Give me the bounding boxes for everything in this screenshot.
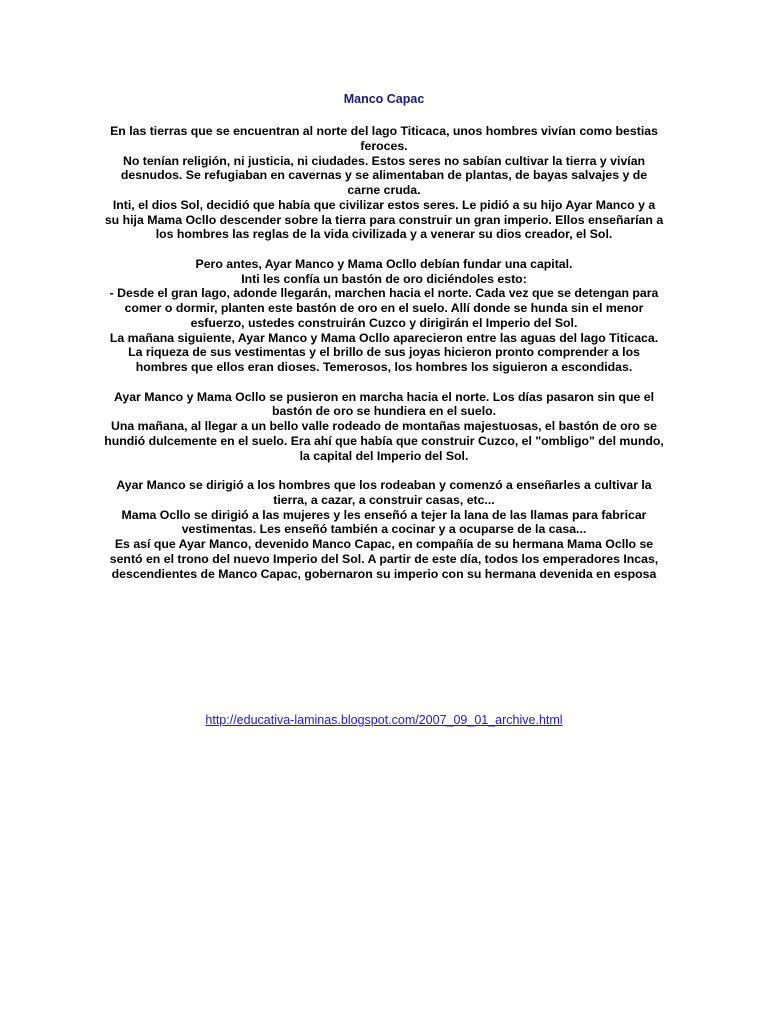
paragraph-line: Es así que Ayar Manco, devenido Manco Capac, en compañía de su hermana Mama Ocllo se sentó en el trono del nuevo Imperio del Sol. A partir de este día, todos los emperadores Incas, descendientes de Manco Capac, gobernaron su imperio con su hermana devenida en esposa (109, 537, 659, 581)
paragraph-line: La mañana siguiente, Ayar Manco y Mama Ocllo aparecieron entre las aguas del lago Titicaca. La riqueza de sus vestimentas y el brillo de sus joyas hicieron pronto comprender a los hombres que ellos eran dioses. Temerosos, los hombres los siguieron a escondidas. (109, 330, 659, 374)
paragraph-line: Pero antes, Ayar Manco y Mama Ocllo debían fundar una capital. (195, 256, 573, 271)
paragraph-3 (104, 390, 664, 464)
paragraph-line: Una mañana, al llegar a un bello valle rodeado de montañas majestuosas, el bastón de oro se hundió dulcemente en el suelo. Era ahí que había que construir Cuzco, el "ombligo" del mundo, la capital del Imperio del Sol. (104, 419, 664, 463)
paragraph-line: No tenían religión, ni justicia, ni ciudades. Estos seres no sabían cultivar la tierra y vivían desnudos. Se refugiaban en cavernas y se alimentaban de plantas, de bayas salvajes y de carne cruda. (120, 153, 648, 197)
paragraph-1 (104, 124, 664, 242)
paragraph-line: - Desde el gran lago, adonde llegarán, marchen hacia el norte. Cada vez que se detengan para comer o dormir, planten este bastón de oro en el suelo. Allí donde se hunda sin el menor esfuerzo, ustedes construirán Cuzco y dirigirán el Imperio del Sol. (109, 286, 659, 330)
paragraph-line: Inti les confía un bastón de oro diciéndoles esto: (241, 271, 527, 286)
paragraph-2 (104, 257, 664, 375)
paragraph-4 (104, 478, 664, 581)
paragraph-line: Ayar Manco se dirigió a los hombres que los rodeaban y comenzó a enseñarles a cultivar la tierra, a cazar, a construir casas, etc... (116, 478, 652, 507)
paragraph-line: Inti, el dios Sol, decidió que había que civilizar estos seres. Le pidió a su hijo Ayar Manco y a su hija Mama Ocllo descender sobre la tierra para construir un gran imperio. Ellos enseñarían a los hombres las reglas de la vida civilizada y a venerar su dios creador, el Sol. (104, 197, 664, 242)
source-link[interactable]: http://educativa-laminas.blogspot.com/2007_09_01_archive.html (205, 713, 563, 727)
paragraph-line: Ayar Manco y Mama Ocllo se pusieron en marcha hacia el norte. Los días pasaron sin que el bastón de oro se hundiera en el suelo. (113, 389, 655, 419)
page-title: Manco Capac (343, 92, 425, 106)
document-body (104, 124, 664, 596)
paragraph-line: En las tierras que se encuentran al norte del lago Titicaca, unos hombres vivían como bestias feroces. (110, 124, 658, 153)
paragraph-line: Mama Ocllo se dirigió a las mujeres y les enseñó a tejer la lana de las llamas para fabricar vestimentas. Les enseñó también a cocinar y a ocuparse de la casa... (121, 507, 647, 537)
